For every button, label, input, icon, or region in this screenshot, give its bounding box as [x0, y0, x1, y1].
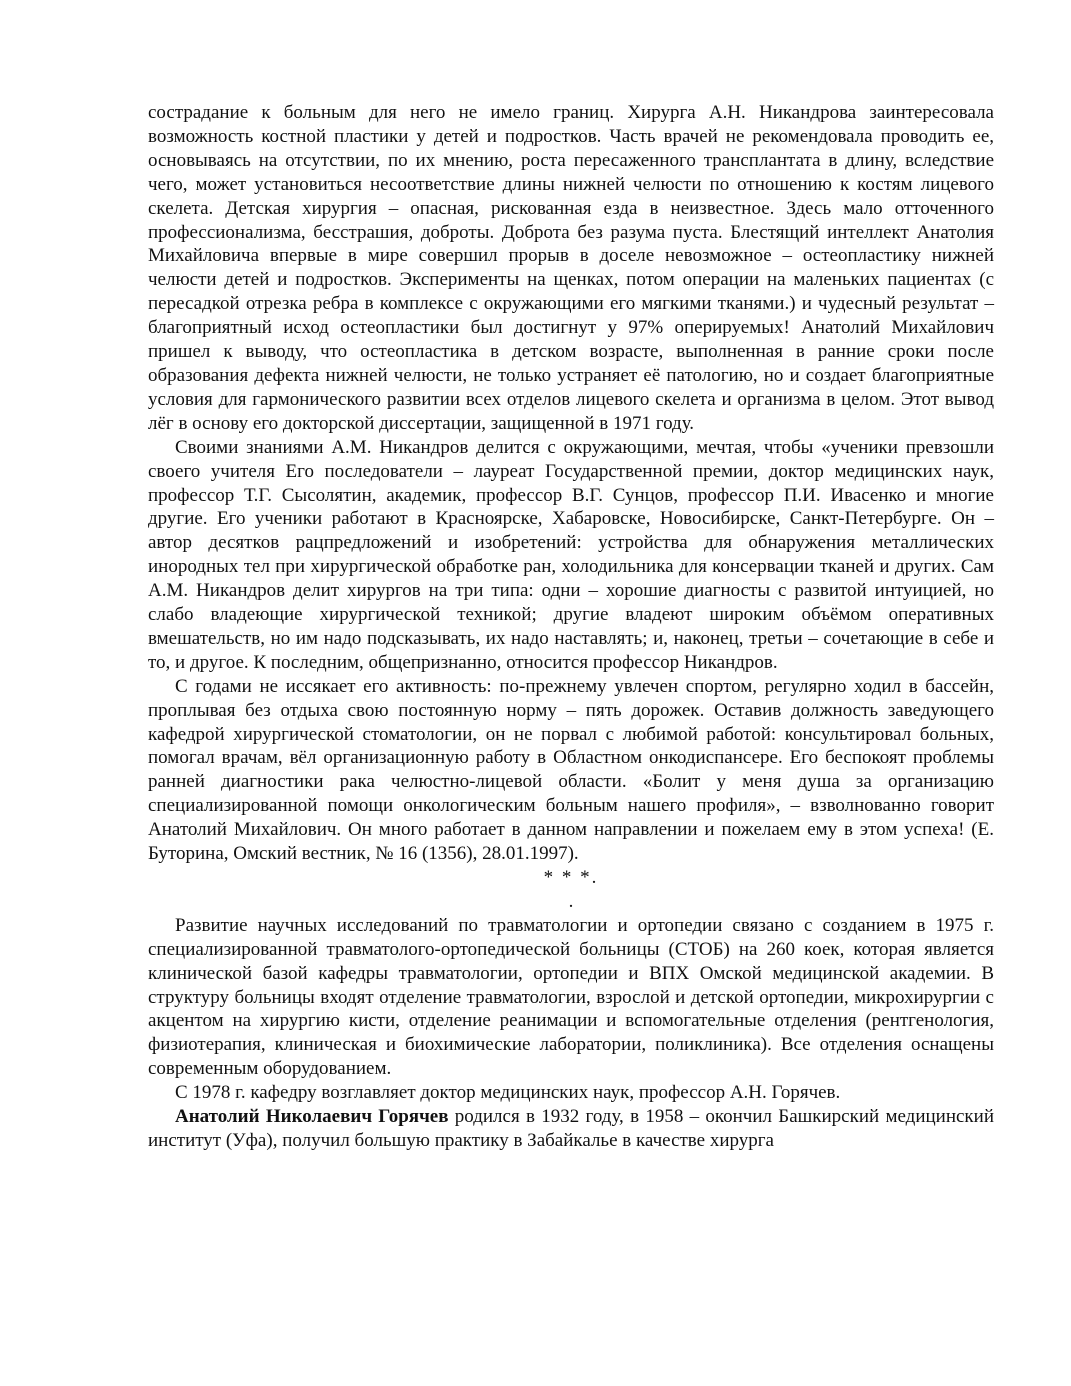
person-name: Анатолий Николаевич Горячев: [175, 1106, 449, 1128]
separator-dot: .: [568, 890, 574, 912]
paragraph-4: Развитие научных исследований по травматологии и ортопедии связано с созданием в 1975 г. специализированной травматолого-ортопедической больницы (СТОБ) на 260 коек, которая является клинической базой кафедры травматологии, ортопедии и ВПХ Омской медицинской академии. В структуру больницы входят отделение травматологии, взрослой и детской ортопедии, микрохирургии с акцентом на хирургию кисти, отделение реанимации и вспомогательные отделения (рентгенология, физиотерапия, клиническая и биохимические лаборатории, поликлиника). Все отделения оснащены современным оборудованием.: [148, 914, 994, 1080]
paragraph-6-text: родился в 1932 году, в 1958 – окончил Башкирский медицинский институт (Уфа), получил большую практику в Забайкалье в качестве хирурга: [148, 1106, 994, 1151]
paragraph-3: С годами не иссякает его активность: по-прежнему увлечен спортом, регулярно ходил в бассейн, проплывая без отдыха свою постоянную норму – пять дорожек. Оставив должность заведующего кафедрой хирургической стоматологии, он не порвал с любимой работой: консультировал больных, помогал врачам, вёл организационную работу в Областном онкодиспансере. Его беспокоят проблемы ранней диагностики рака челюстно-лицевой области. «Болит у меня душа за организацию специализированной помощи онкологическим больным нашего профиля», – взволнованно говорит Анатолий Михайлович. Он много работает в данном направлении и пожелаем ему в этом успеха! (Е. Буторина, Омский вестник, № 16 (1356), 28.01.1997).: [148, 675, 994, 865]
paragraph-6: [148, 1105, 994, 1153]
section-separator: * * *.: [543, 867, 599, 888]
document-page: [148, 101, 994, 1153]
paragraph-2: Своими знаниями А.М. Никандров делится с окружающими, мечтая, чтобы «ученики превзошли своего учителя Его последователи – лауреат Государственной премии, доктор медицинских наук, профессор Т.Г. Сысолятин, академик, профессор В.Г. Сунцов, профессор П.И. Ивасенко и многие другие. Его ученики работают в Красноярске, Хабаровске, Новосибирске, Санкт-Петербурге. Он – автор десятков рацпредложений и изобретений: устройства для обнаружения металлических инородных тел при хирургической обработке ран, холодильника для консервации тканей и других. Сам А.М. Никандров делит хирургов на три типа: одни – хорошие диагносты с развитой интуицией, но слабо владеющие хирургической техникой; другие владеют широким объёмом оперативных вмешательств, но им надо подсказывать, их надо наставлять; и, наконец, третьи – сочетающие в себе и то, и другое. К последним, общепризнанно, относится профессор Никандров.: [148, 436, 994, 673]
paragraph-1: сострадание к больным для него не имело границ. Хирурга А.Н. Никандрова заинтересовала возможность костной пластики у детей и подростков. Часть врачей не рекомендовала проводить ее, основываясь на отсутствии, по их мнению, роста пересаженного трансплантата в длину, вследствие чего, может установиться несоответствие длины нижней челюсти по отношению к костям лицевого скелета. Детская хирургия – опасная, рискованная езда в неизвестное. Здесь мало отточенного профессионализма, бесстрашия, доброты. Доброта без разума пуста. Блестящий интеллект Анатолия Михайловича впервые в мире совершил прорыв в доселе невозможное – остеопластику нижней челюсти детей и подростков. Эксперименты на щенках, потом операции на маленьких пациентах (с пересадкой отрезка ребра в комплексе с окружающими его мягкими тканями.) и чудесный результат – благоприятный исход остеопластики был достигнут у 97% оперируемых! Анатолий Михайлович пришел к выводу, что остеопластика в детском возрасте, выполненная в ранние сроки после образования дефекта нижней челюсти, не только устраняет её патологию, но и создает благоприятные условия для гармонического развитии всех отделов лицевого скелета и организма в целом. Этот вывод лёг в основу его докторской диссертации, защищенной в 1971 году.: [148, 102, 994, 434]
paragraph-5: С 1978 г. кафедру возглавляет доктор медицинских наук, профессор А.Н. Горячев.: [175, 1082, 841, 1104]
